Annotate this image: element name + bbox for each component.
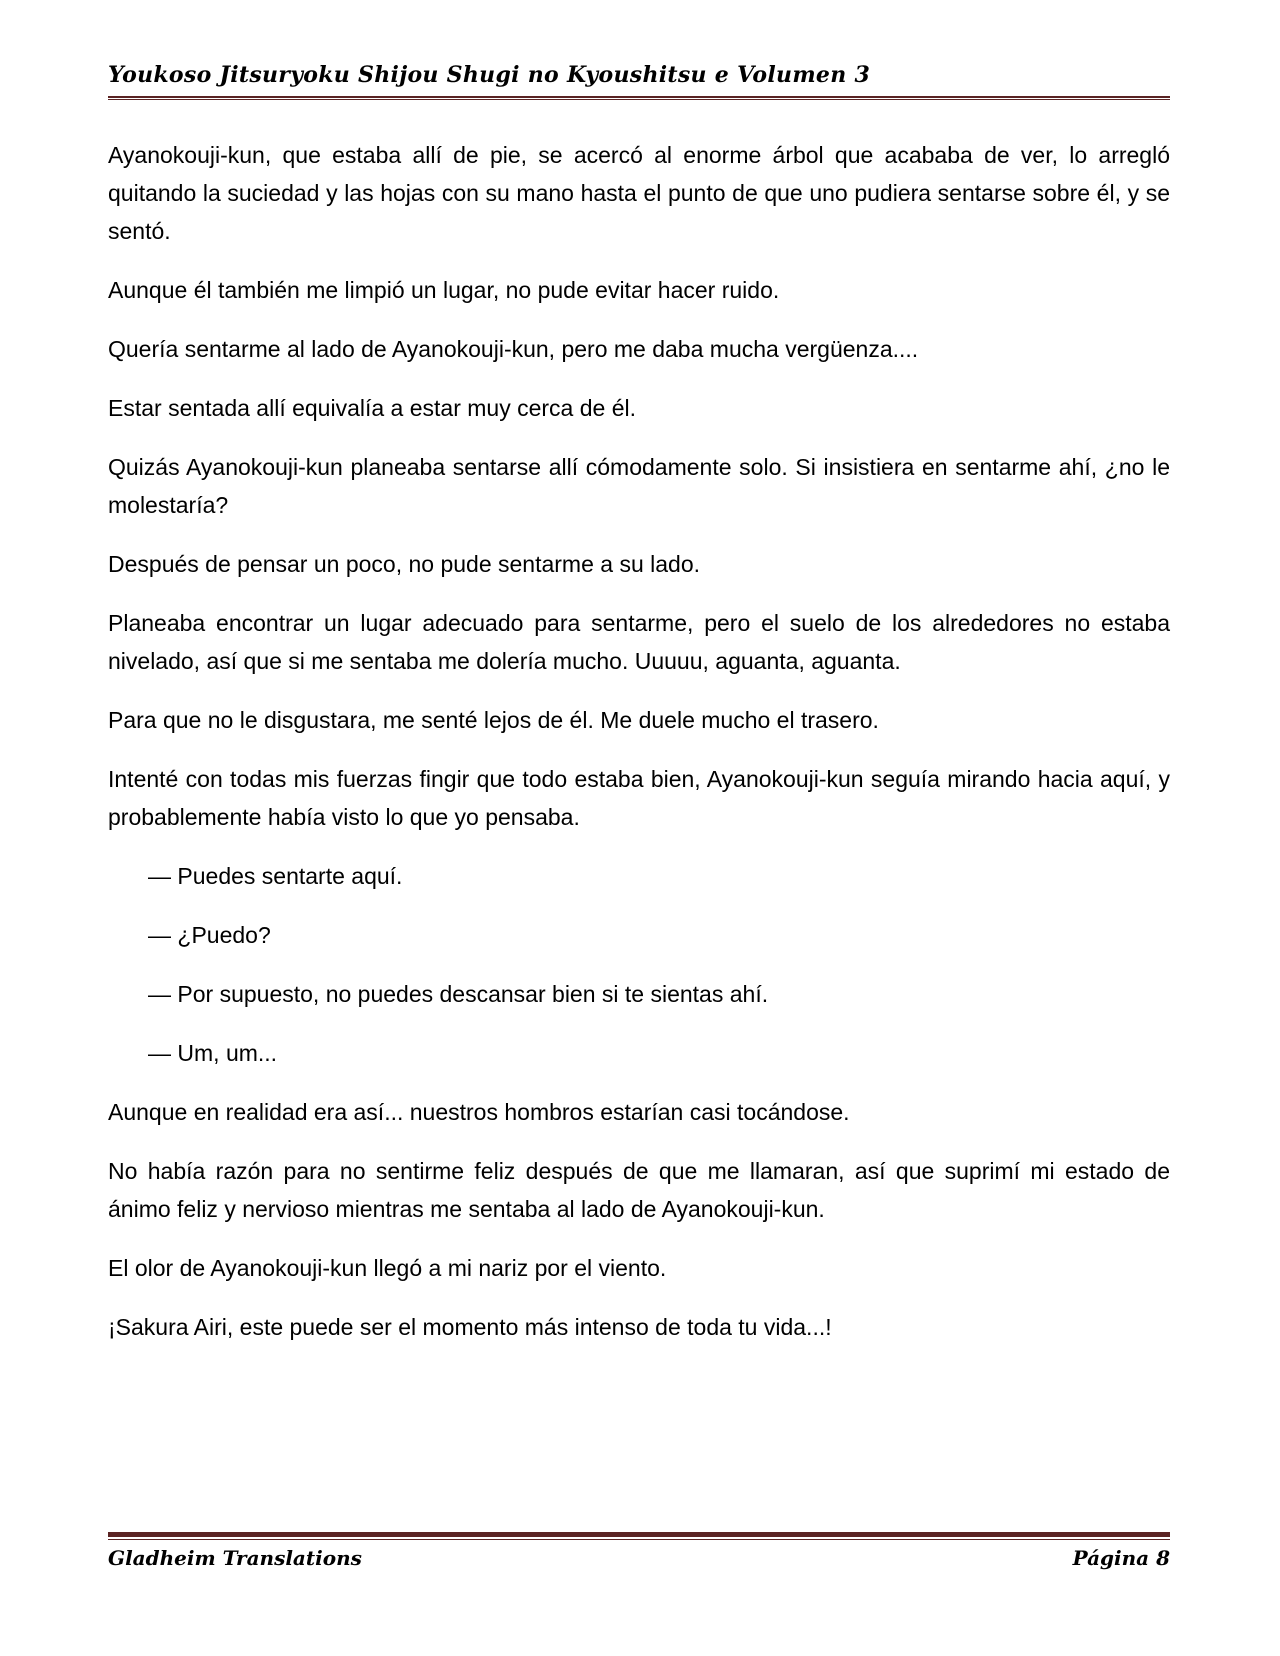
- paragraph: Intenté con todas mis fuerzas fingir que todo estaba bien, Ayanokouji-kun seguía mirando hacia aquí, y probablemente había visto lo que yo pensaba.: [108, 766, 1170, 830]
- dialogue-line: — Um, um...: [148, 1040, 278, 1066]
- header-rule: [108, 96, 1170, 100]
- dialogue-line: — Puedes sentarte aquí.: [148, 863, 403, 889]
- page-footer: [108, 1532, 1170, 1570]
- dialogue-line: — Por supuesto, no puedes descansar bien si te sientas ahí.: [148, 981, 769, 1007]
- document-body: [108, 110, 1170, 1346]
- paragraph: Planeaba encontrar un lugar adecuado para sentarme, pero el suelo de los alrededores no estaba nivelado, así que si me sentaba me dolería mucho. Uuuuu, aguanta, aguanta.: [108, 610, 1170, 674]
- footer-rule: [108, 1532, 1170, 1540]
- paragraph: Aunque en realidad era así... nuestros hombros estarían casi tocándose.: [108, 1099, 850, 1125]
- paragraph: Aunque él también me limpió un lugar, no pude evitar hacer ruido.: [108, 277, 780, 303]
- paragraph: ¡Sakura Airi, este puede ser el momento más intenso de toda tu vida...!: [108, 1314, 832, 1340]
- paragraph: No había razón para no sentirme feliz después de que me llamaran, así que suprimí mi estado de ánimo feliz y nervioso mientras me sentaba al lado de Ayanokouji-kun.: [108, 1158, 1170, 1222]
- paragraph: Después de pensar un poco, no pude sentarme a su lado.: [108, 551, 701, 577]
- page-header: [108, 62, 1170, 110]
- paragraph: Estar sentada allí equivalía a estar muy cerca de él.: [108, 395, 637, 421]
- paragraph: Quería sentarme al lado de Ayanokouji-kun, pero me daba mucha vergüenza....: [108, 336, 919, 362]
- page-title: Youkoso Jitsuryoku Shijou Shugi no Kyoushitsu e Volumen 3: [108, 62, 871, 88]
- footer-page-number: Página 8: [1072, 1546, 1170, 1570]
- paragraph: El olor de Ayanokouji-kun llegó a mi nariz por el viento.: [108, 1255, 667, 1281]
- paragraph: Ayanokouji-kun, que estaba allí de pie, se acercó al enorme árbol que acababa de ver, lo arregló quitando la suciedad y las hojas con su mano hasta el punto de que uno pudiera sentarse sobre él, y se sentó.: [108, 142, 1170, 244]
- footer-translator: Gladheim Translations: [108, 1546, 362, 1570]
- dialogue-line: — ¿Puedo?: [148, 922, 271, 948]
- paragraph: Quizás Ayanokouji-kun planeaba sentarse allí cómodamente solo. Si insistiera en sentarme ahí, ¿no le molestaría?: [108, 454, 1170, 518]
- paragraph: Para que no le disgustara, me senté lejos de él. Me duele mucho el trasero.: [108, 707, 879, 733]
